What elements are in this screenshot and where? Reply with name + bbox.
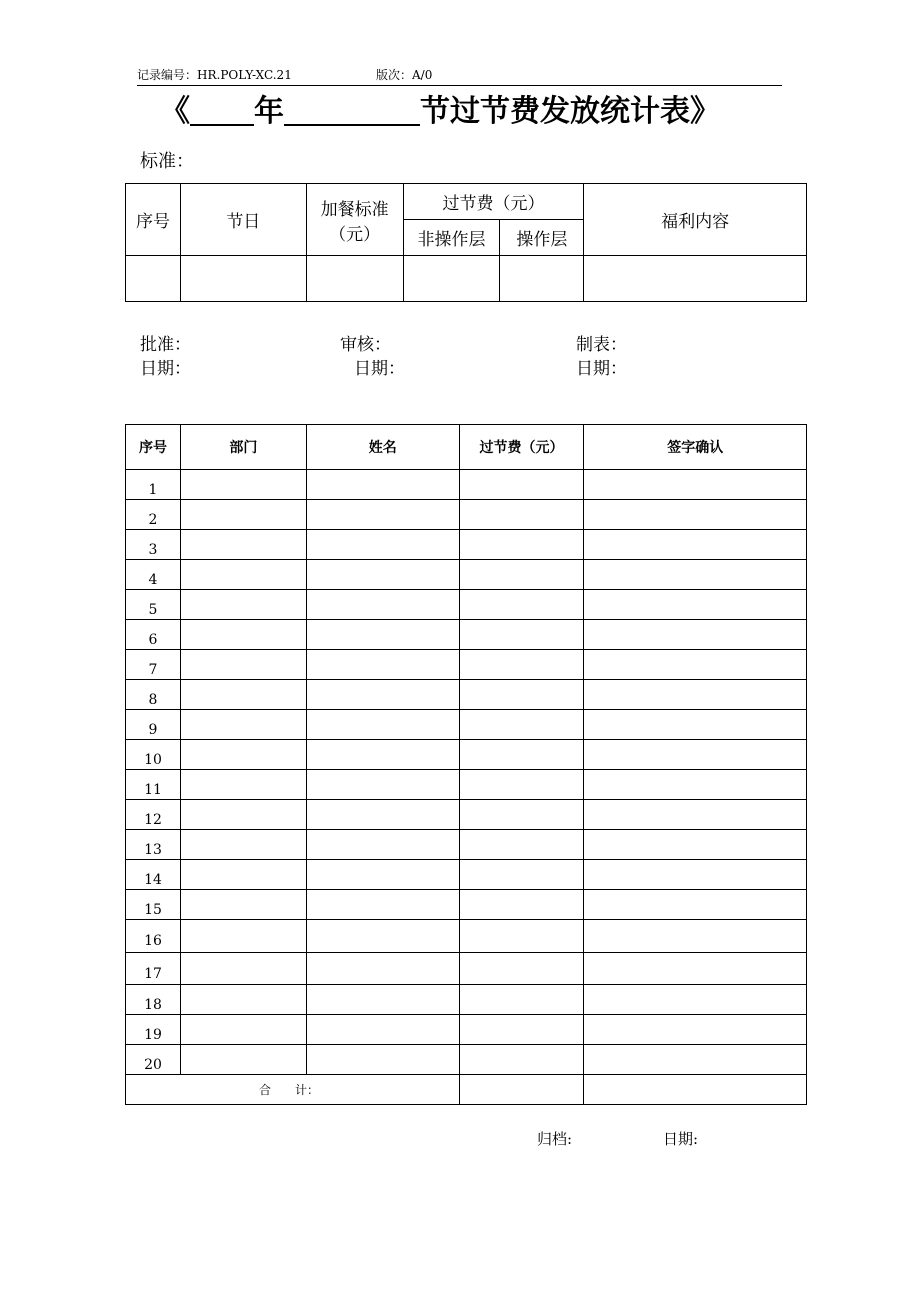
footer-date-label: 日期: (663, 1130, 699, 1148)
row-number: 15 (126, 890, 181, 920)
col-fee-group-header: 过节费（元） (403, 184, 584, 220)
cell-name[interactable] (306, 1045, 459, 1075)
row-number: 8 (126, 680, 181, 710)
cell-fee[interactable] (459, 985, 584, 1015)
review-label: 审核： (340, 335, 391, 355)
table-row (126, 830, 807, 860)
cell-department[interactable] (180, 770, 306, 800)
cell-operator[interactable] (500, 256, 584, 302)
header-name: 姓名 (306, 425, 459, 470)
cell-signature[interactable] (584, 710, 807, 740)
standard-label: 标准： (140, 151, 194, 172)
year-blank (190, 90, 254, 126)
cell-name[interactable] (306, 800, 459, 830)
cell-fee[interactable] (459, 620, 584, 650)
cell-name[interactable] (306, 830, 459, 860)
cell-name[interactable] (306, 1015, 459, 1045)
cell-department[interactable] (180, 920, 306, 953)
row-number: 7 (126, 650, 181, 680)
prepare-date-label: 日期： (576, 359, 627, 379)
cell-department[interactable] (180, 1045, 306, 1075)
cell-fee[interactable] (459, 830, 584, 860)
cell-department[interactable] (180, 500, 306, 530)
cell-festival[interactable] (180, 256, 306, 302)
cell-department[interactable] (180, 470, 306, 500)
cell-department[interactable] (180, 680, 306, 710)
table-row (126, 1045, 807, 1075)
row-number: 16 (126, 920, 181, 953)
cell-fee[interactable] (459, 1015, 584, 1045)
total-label: 合 计： (126, 1075, 460, 1105)
col-operator-header: 操作层 (500, 220, 584, 256)
total-fee-cell[interactable] (459, 1075, 584, 1105)
cell-name[interactable] (306, 560, 459, 590)
row-number: 1 (126, 470, 181, 500)
table-row (126, 710, 807, 740)
cell-fee[interactable] (459, 890, 584, 920)
cell-department[interactable] (180, 985, 306, 1015)
table-row (126, 740, 807, 770)
header-divider (137, 85, 782, 86)
header-department: 部门 (180, 425, 306, 470)
cell-fee[interactable] (459, 920, 584, 953)
cell-fee[interactable] (459, 953, 584, 985)
cell-non-operator[interactable] (403, 256, 500, 302)
version-label: 版次：A/0 (376, 68, 433, 82)
table-row (126, 590, 807, 620)
cell-name[interactable] (306, 890, 459, 920)
table-row (126, 800, 807, 830)
cell-name[interactable] (306, 470, 459, 500)
cell-name[interactable] (306, 770, 459, 800)
table-row (126, 530, 807, 560)
archive-label: 归档: (537, 1130, 573, 1148)
cell-name[interactable] (306, 620, 459, 650)
cell-fee[interactable] (459, 560, 584, 590)
cell-signature[interactable] (584, 890, 807, 920)
title-close-bracket: 》 (690, 94, 720, 129)
total-signature-cell[interactable] (584, 1075, 807, 1105)
cell-fee[interactable] (459, 590, 584, 620)
cell-name[interactable] (306, 953, 459, 985)
row-number: 18 (126, 985, 181, 1015)
cell-name[interactable] (306, 740, 459, 770)
header-seq: 序号 (126, 425, 181, 470)
title-open-bracket: 《 (160, 94, 190, 129)
cell-department[interactable] (180, 710, 306, 740)
header-fee: 过节费（元） (459, 425, 584, 470)
cell-name[interactable] (306, 680, 459, 710)
cell-name[interactable] (306, 500, 459, 530)
row-number: 20 (126, 1045, 181, 1075)
col-meal-header (306, 184, 403, 256)
row-number: 10 (126, 740, 181, 770)
row-number: 4 (126, 560, 181, 590)
cell-name[interactable] (306, 590, 459, 620)
table-row (126, 860, 807, 890)
header-signature: 签字确认 (584, 425, 807, 470)
row-number: 19 (126, 1015, 181, 1045)
cell-signature[interactable] (584, 1045, 807, 1075)
cell-department[interactable] (180, 560, 306, 590)
standard-table (125, 183, 807, 302)
cell-fee[interactable] (459, 530, 584, 560)
distribution-table (125, 424, 807, 1105)
cell-department[interactable] (180, 830, 306, 860)
cell-fee[interactable] (459, 740, 584, 770)
col-non-operator-header: 非操作层 (403, 220, 500, 256)
cell-signature[interactable] (584, 590, 807, 620)
cell-signature[interactable] (584, 500, 807, 530)
table-row (126, 920, 807, 953)
row-number: 12 (126, 800, 181, 830)
table-row (126, 620, 807, 650)
cell-seq[interactable] (126, 256, 181, 302)
row-number: 9 (126, 710, 181, 740)
cell-department[interactable] (180, 740, 306, 770)
prepare-label: 制表： (576, 335, 627, 355)
page-title (160, 88, 760, 136)
cell-fee[interactable] (459, 710, 584, 740)
table-row (126, 770, 807, 800)
review-date-label: 日期： (354, 359, 405, 379)
col-benefits-header: 福利内容 (584, 184, 807, 256)
cell-fee[interactable] (459, 770, 584, 800)
cell-fee[interactable] (459, 470, 584, 500)
table-row (126, 650, 807, 680)
table-row (126, 953, 807, 985)
cell-signature[interactable] (584, 800, 807, 830)
cell-fee[interactable] (459, 650, 584, 680)
row-number: 14 (126, 860, 181, 890)
cell-name[interactable] (306, 650, 459, 680)
cell-name[interactable] (306, 710, 459, 740)
cell-signature[interactable] (584, 770, 807, 800)
row-number: 11 (126, 770, 181, 800)
approve-label: 批准： (140, 335, 191, 355)
record-number: 记录编号：HR.POLY-XC.21 (137, 68, 292, 82)
table-row (126, 500, 807, 530)
cell-department[interactable] (180, 890, 306, 920)
approve-date-label: 日期： (140, 359, 191, 379)
table-row (126, 560, 807, 590)
rows-body (126, 470, 807, 1075)
cell-department[interactable] (180, 860, 306, 890)
total-row (126, 1075, 807, 1105)
cell-name[interactable] (306, 530, 459, 560)
cell-signature[interactable] (584, 680, 807, 710)
cell-fee[interactable] (459, 860, 584, 890)
table-row (126, 1015, 807, 1045)
row-number: 2 (126, 500, 181, 530)
row-number: 17 (126, 953, 181, 985)
cell-department[interactable] (180, 800, 306, 830)
cell-signature[interactable] (584, 560, 807, 590)
title-year-suffix: 年 (254, 94, 284, 129)
cell-fee[interactable] (459, 680, 584, 710)
col-seq-header: 序号 (126, 184, 181, 256)
col-meal-line2: （元） (329, 224, 381, 245)
cell-signature[interactable] (584, 953, 807, 985)
cell-signature[interactable] (584, 620, 807, 650)
cell-name[interactable] (306, 860, 459, 890)
table-row (126, 680, 807, 710)
cell-fee[interactable] (459, 1045, 584, 1075)
cell-department[interactable] (180, 530, 306, 560)
cell-fee[interactable] (459, 500, 584, 530)
cell-fee[interactable] (459, 800, 584, 830)
cell-signature[interactable] (584, 860, 807, 890)
cell-signature[interactable] (584, 530, 807, 560)
table-row (126, 256, 807, 302)
table-row (126, 985, 807, 1015)
cell-department[interactable] (180, 620, 306, 650)
table-row (126, 890, 807, 920)
title-festival-suffix: 节过节费发放统计表 (420, 94, 690, 129)
cell-signature[interactable] (584, 470, 807, 500)
cell-signature[interactable] (584, 830, 807, 860)
cell-department[interactable] (180, 953, 306, 985)
cell-name[interactable] (306, 985, 459, 1015)
row-number: 6 (126, 620, 181, 650)
cell-signature[interactable] (584, 740, 807, 770)
col-festival-header: 节日 (180, 184, 306, 256)
row-number: 3 (126, 530, 181, 560)
row-number: 5 (126, 590, 181, 620)
cell-signature[interactable] (584, 920, 807, 953)
cell-benefits[interactable] (584, 256, 807, 302)
cell-department[interactable] (180, 590, 306, 620)
cell-meal[interactable] (306, 256, 403, 302)
row-number: 13 (126, 830, 181, 860)
cell-signature[interactable] (584, 985, 807, 1015)
festival-blank (284, 90, 420, 126)
table-row (126, 470, 807, 500)
col-meal-line1: 加餐标准 (320, 199, 389, 220)
cell-department[interactable] (180, 1015, 306, 1045)
cell-signature[interactable] (584, 650, 807, 680)
cell-name[interactable] (306, 920, 459, 953)
cell-department[interactable] (180, 650, 306, 680)
cell-signature[interactable] (584, 1015, 807, 1045)
